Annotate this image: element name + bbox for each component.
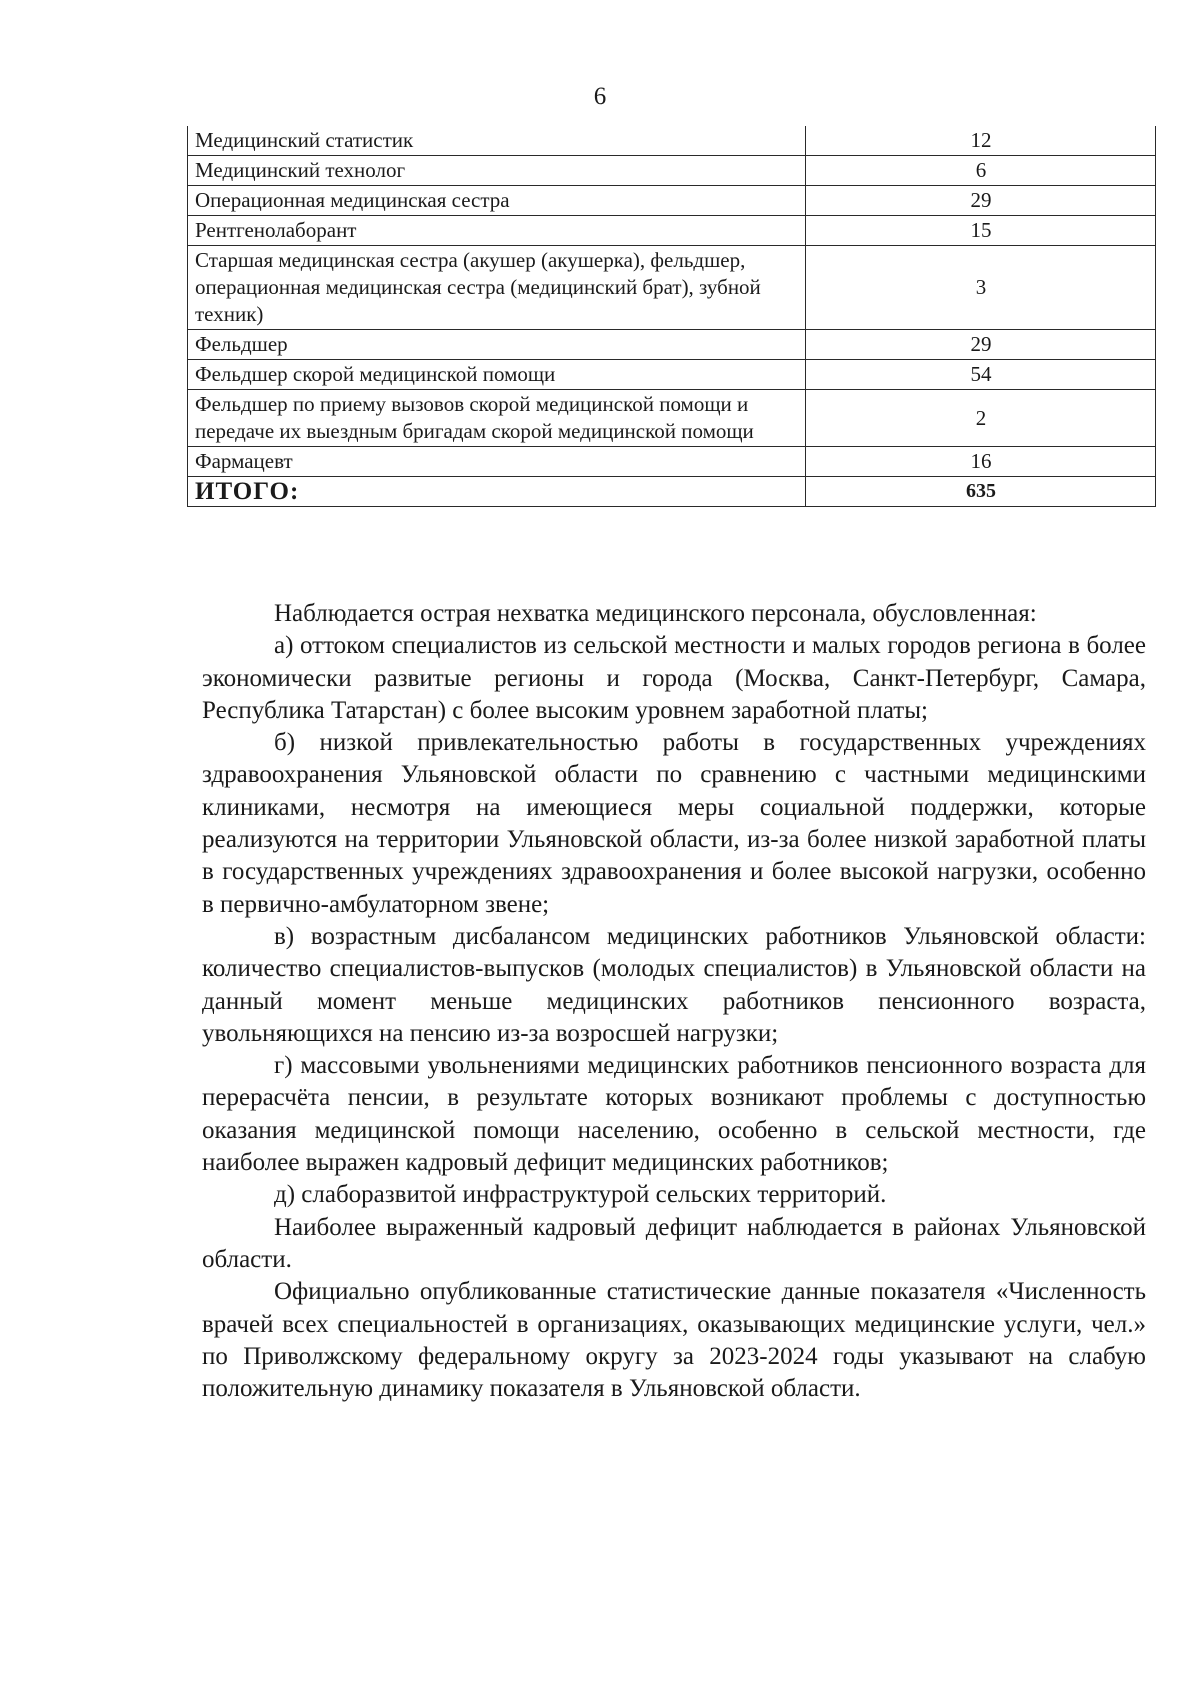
table-row: [188, 447, 1156, 477]
table-row: [188, 156, 1156, 186]
position-name: Старшая медицинская сестра (акушер (акушерка), фельдшер, операционная медицинская сестра (медицинский брат), зубной техник): [188, 246, 806, 330]
staff-table: [187, 126, 1156, 507]
page-number: 6: [593, 83, 607, 110]
position-count: 6: [806, 156, 1156, 186]
table-row: [188, 360, 1156, 390]
total-row: [188, 477, 1156, 507]
position-count: 54: [806, 360, 1156, 390]
position-name: Фельдшер скорой медицинской помощи: [188, 360, 806, 390]
position-name: Медицинский статистик: [188, 126, 806, 156]
position-count: 12: [806, 126, 1156, 156]
position-count: 16: [806, 447, 1156, 477]
table-row: [188, 186, 1156, 216]
position-name: Фельдшер по приему вызовов скорой медицинской помощи и передаче их выездным бригадам скорой медицинской помощи: [188, 390, 806, 447]
paragraph-item-b: б) низкой привлекательностью работы в государственных учреждениях здравоохранения Ульяновской области по сравнению с частными медицинскими клиниками, несмотря на имеющиеся меры социальной поддержки, которые реализуются на территории Ульяновской области, из-за более низкой заработной платы в государственных учреждениях здравоохранения и более высокой нагрузки, особенно в первично-амбулаторном звене;: [202, 729, 1146, 918]
position-name: Рентгенолаборант: [188, 216, 806, 246]
table-row: [188, 216, 1156, 246]
paragraph-deficit: Наиболее выраженный кадровый дефицит наблюдается в районах Ульяновской области.: [202, 1213, 1146, 1273]
table-row: [188, 390, 1156, 447]
paragraph-intro: Наблюдается острая нехватка медицинского персонала, обусловленная:: [274, 600, 1037, 627]
position-count: 15: [806, 216, 1156, 246]
table-row: [188, 330, 1156, 360]
table-row: [188, 246, 1156, 330]
position-name: Фармацевт: [188, 447, 806, 477]
position-count: 2: [806, 390, 1156, 447]
position-name: Операционная медицинская сестра: [188, 186, 806, 216]
total-label: ИТОГО:: [188, 477, 806, 507]
paragraph-item-a: а) оттоком специалистов из сельской местности и малых городов региона в более экономически развитые регионы и города (Москва, Санкт-Петербург, Самара, Республика Татарстан) с более высоким уровнем заработной платы;: [202, 632, 1146, 724]
table-row: [188, 126, 1156, 156]
paragraph-item-v: в) возрастным дисбалансом медицинских работников Ульяновской области: количество специалистов-выпусков (молодых специалистов) в Ульяновской области на данный момент меньше медицинских работников пенсионного возраста, увольняющихся на пенсию из-за возросшей нагрузки;: [202, 922, 1146, 1047]
paragraph-statistics: Официально опубликованные статистические данные показателя «Численность врачей всех специальностей в организациях, оказывающих медицинские услуги, чел.» по Приволжскому федеральному округу за 2023-2024 годы указывают на слабую положительную динамику показателя в Ульяновской области.: [202, 1278, 1146, 1403]
paragraph-item-g: г) массовыми увольнениями медицинских работников пенсионного возраста для перерасчёта пенсии, в результате которых возникают проблемы с доступностью оказания медицинской помощи населению, особенно в сельской местности, где наиболее выражен кадровый дефицит медицинских работников;: [202, 1052, 1146, 1177]
position-count: 29: [806, 186, 1156, 216]
body-text: [202, 598, 1146, 1405]
position-count: 29: [806, 330, 1156, 360]
position-name: Фельдшер: [188, 330, 806, 360]
position-name: Медицинский технолог: [188, 156, 806, 186]
total-value: 635: [806, 477, 1156, 507]
position-count: 3: [806, 246, 1156, 330]
paragraph-item-d: д) слаборазвитой инфраструктурой сельских территорий.: [274, 1181, 887, 1209]
